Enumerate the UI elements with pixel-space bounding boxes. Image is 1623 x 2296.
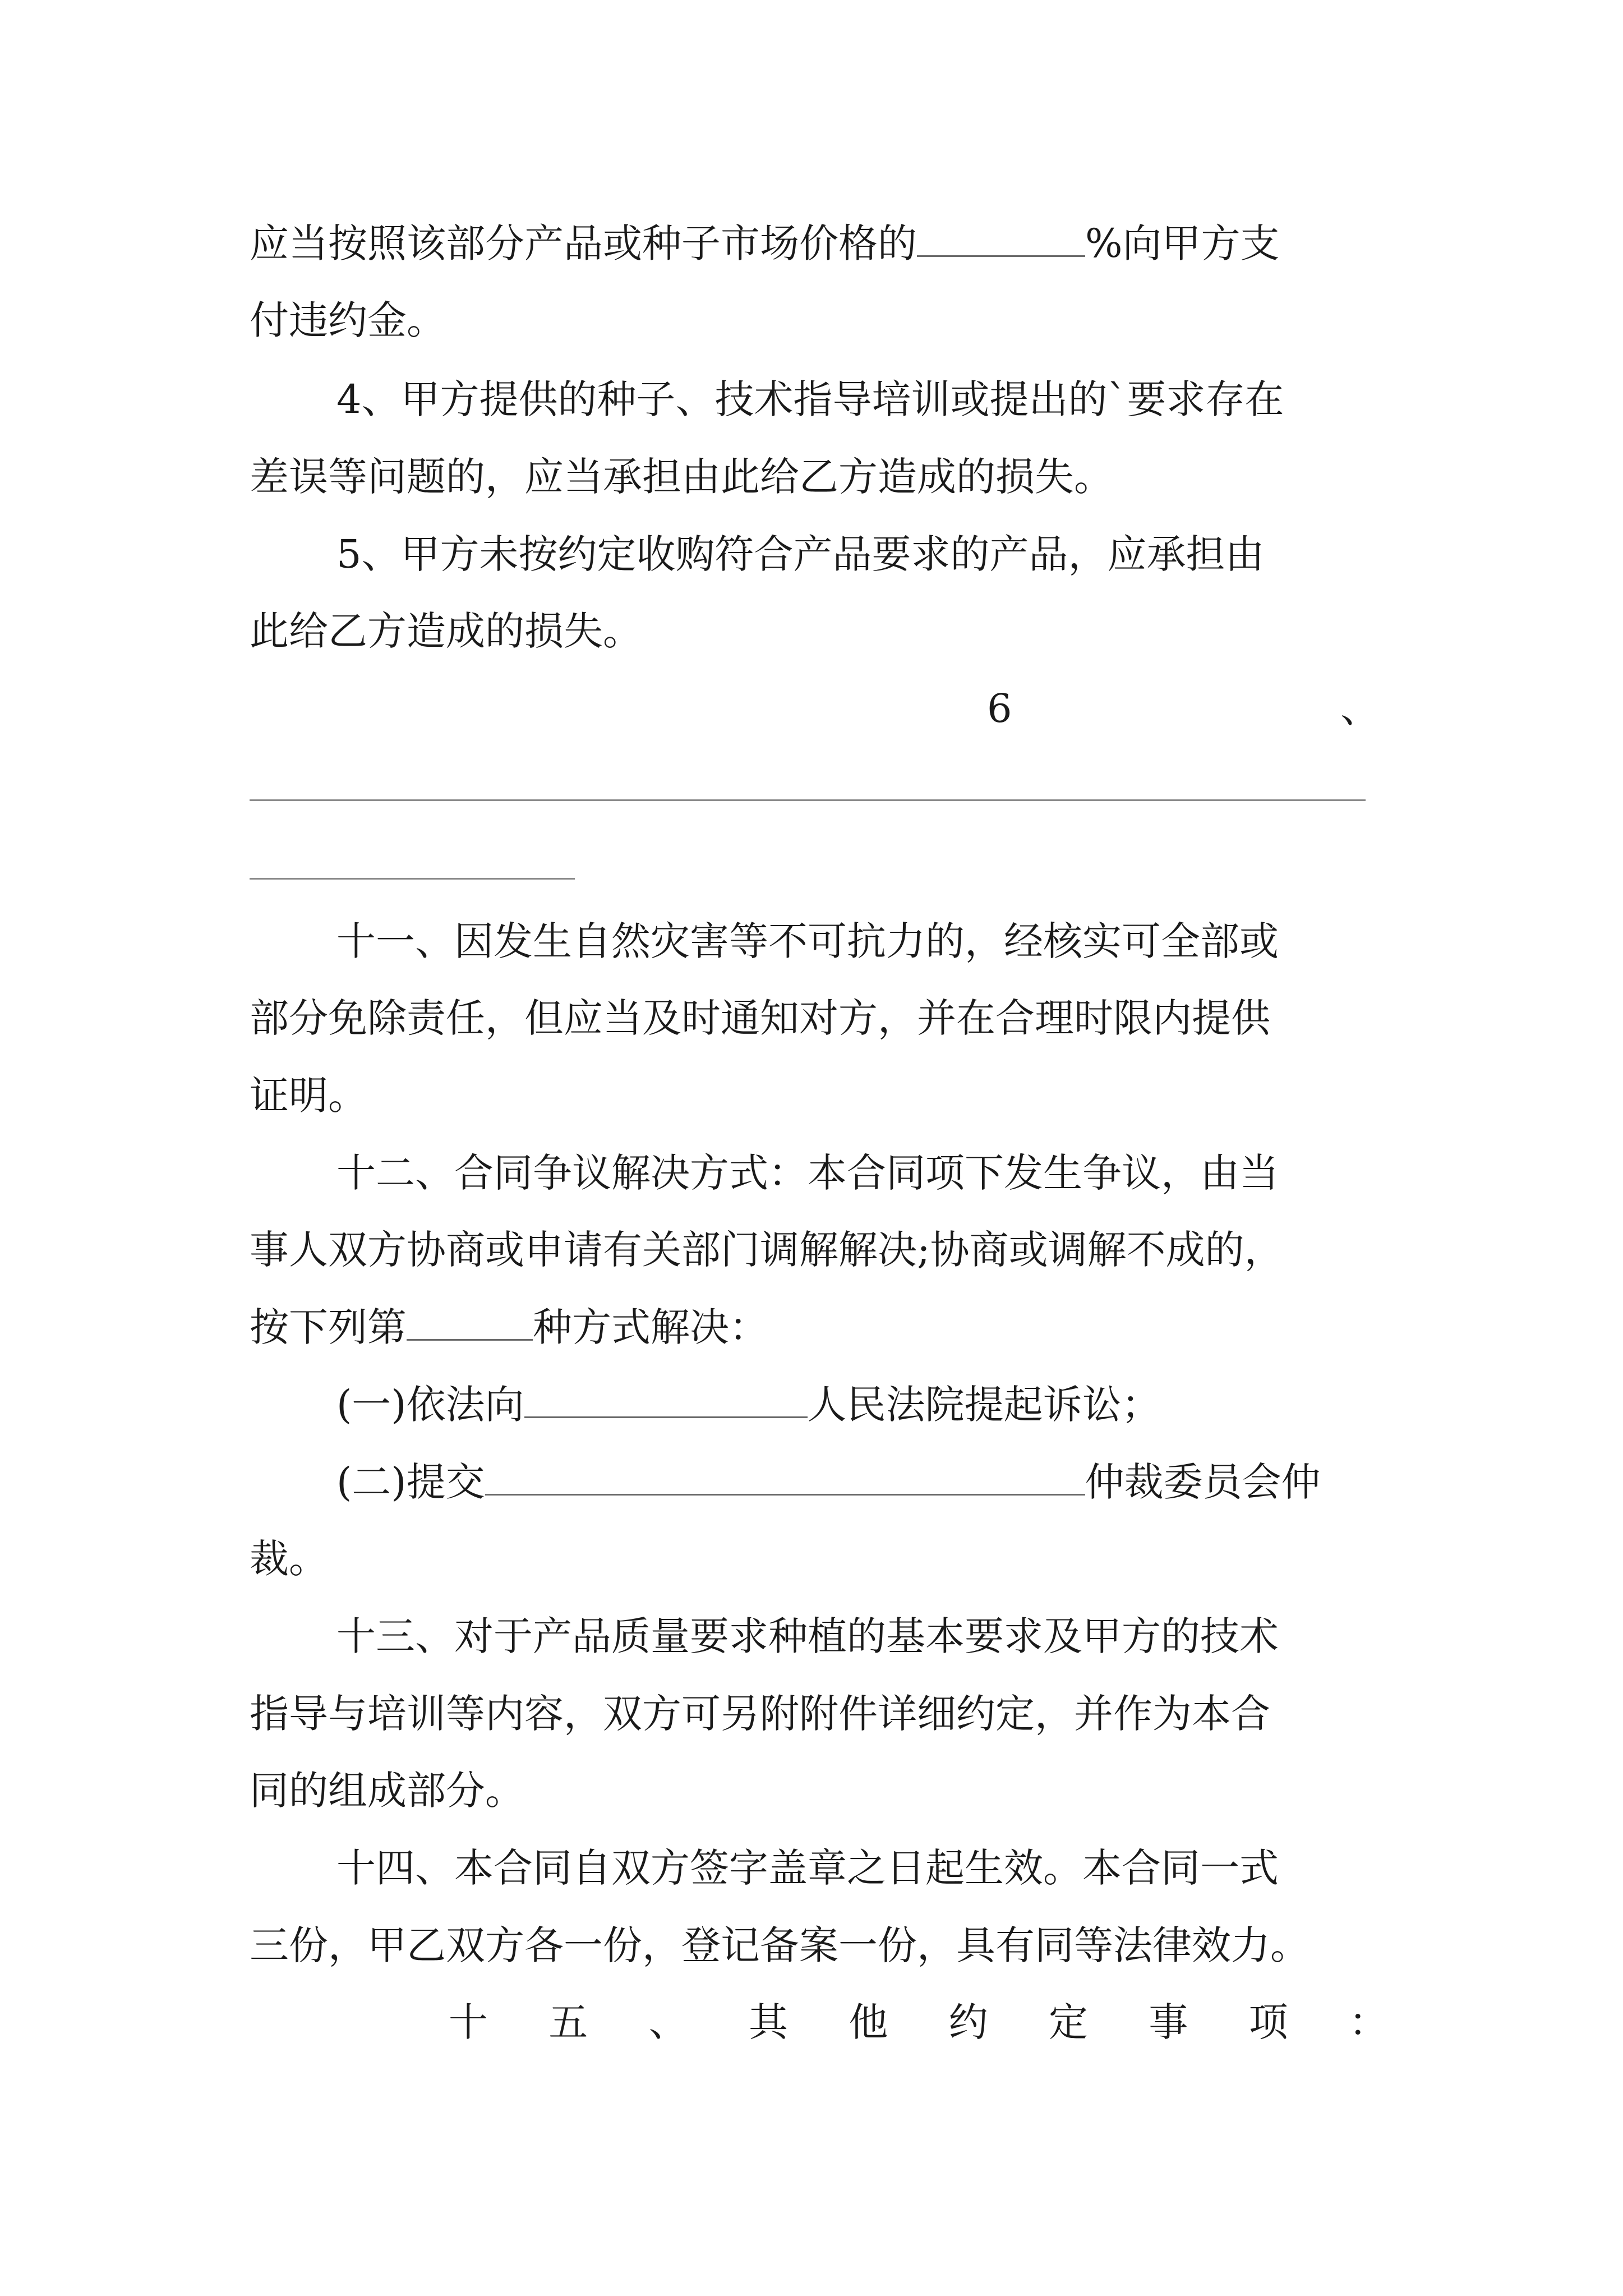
paragraph-line [250,217,1388,270]
char: 其 [748,1999,788,2045]
paragraph-line: 事人双方协商或申请有关部门调解解决;协商或调解不成的， [250,1227,1284,1273]
clause-6-number: 6 [987,685,1012,731]
clause-12-line: 十二、合同争议解决方式：本合同项下发生争议，由当 [336,1150,1279,1196]
char: 十 [449,1999,488,2045]
blank-fill-line [250,799,1366,801]
clause-15-line [449,1995,1388,2049]
text-run: %向甲方支 [1085,220,1280,266]
text-run: 仲裁委员会仲 [1085,1459,1321,1505]
paragraph-line: 部分免除责任，但应当及时通知对方，并在合理时限内提供 [250,995,1270,1041]
fill-in-blank [524,1383,808,1418]
clause-4-line: 4、甲方提供的种子、技术指导培训或提出的`要求存在 [336,376,1284,422]
char: 约 [948,1999,988,2045]
fill-in-blank [917,222,1085,257]
paragraph-line: 同的组成部分。 [250,1768,524,1814]
clause-5-line: 5、甲方未按约定收购符合产品要求的产品，应承担由 [336,531,1265,577]
char: 项 [1248,1999,1288,2045]
char: 、 [648,1999,688,2045]
paragraph-line: 证明。 [250,1073,367,1119]
paragraph-line [250,1300,1388,1354]
blank-fill-line [250,878,575,880]
paragraph-line: 付违约金。 [250,297,446,343]
text-run: 按下列第 [250,1304,407,1350]
paragraph-line: 三份，甲乙双方各一份，登记备案一份，具有同等法律效力。 [250,1922,1310,1968]
char: 事 [1149,1999,1188,2045]
text-run: (一)依法向 [336,1382,524,1428]
char: 他 [849,1999,888,2045]
paragraph-line: 指导与培训等内容，双方可另附附件详细约定，并作为本合 [250,1691,1270,1737]
fill-in-blank [407,1305,533,1341]
clause-11-line: 十一、因发生自然灾害等不可抗力的，经核实可全部或 [336,918,1279,964]
char: ： [1348,1999,1388,2045]
option-two-line [336,1455,1388,1509]
paragraph-line: 此给乙方造成的损失。 [250,608,642,654]
paragraph-line: 差误等问题的，应当承担由此给乙方造成的损失。 [250,454,1113,500]
clause-14-line: 十四、本合同自双方签字盖章之日起生效。本合同一式 [336,1845,1279,1891]
text-run: 人民法院提起诉讼； [807,1382,1161,1428]
clause-13-line: 十三、对于产品质量要求种植的基本要求及甲方的技术 [336,1613,1279,1659]
option-one-line [336,1378,1388,1432]
char: 五 [548,1999,588,2045]
text-run: (二)提交 [336,1459,485,1505]
text-run: 种方式解决： [533,1304,768,1350]
char: 定 [1048,1999,1088,2045]
paragraph-line: 裁。 [250,1536,328,1582]
clause-6-separator: 、 [1340,685,1380,731]
text-run: 应当按照该部分产品或种子市场价格的 [250,220,917,266]
fill-in-blank [485,1460,1085,1496]
